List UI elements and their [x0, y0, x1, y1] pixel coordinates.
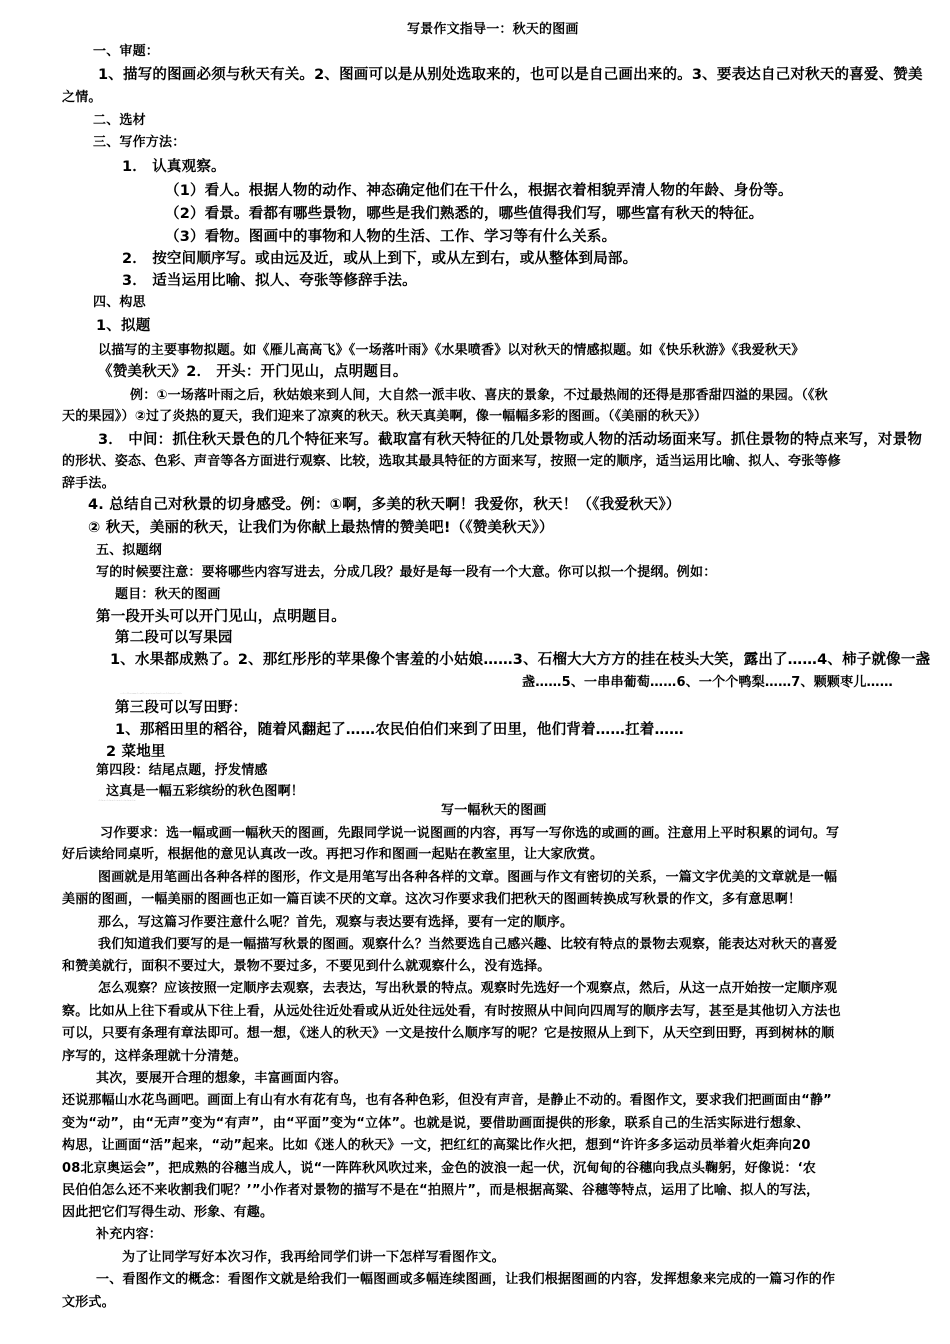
text-line: 1、水果都成熟了。2、那红彤彤的苹果像个害羞的小姑娘……3、石榴大大方方的挂在枝头大笑，露出了……4、柿子就像一盏: [110, 652, 931, 668]
heading-xiezuofangfa: 三、写作方法：: [93, 135, 186, 150]
text-line: 之情。: [62, 90, 102, 105]
text-line: 例：①一场落叶雨之后，秋姑娘来到人间，大自然一派丰收、喜庆的景象，不过最热闹的还得是那香甜四溢的果园。（《秋: [130, 388, 828, 403]
text-line: 1． 认真观察。: [122, 159, 226, 175]
text-line: 的形状、姿态、色彩、声音等各方面进行观察、比较，选取其最具特征的方面来写，按照一定的顺序，适当运用比喻、拟人、夸张等修: [62, 454, 841, 469]
text-line: 1、拟题: [96, 318, 151, 334]
text-line: 察。比如从上往下看或从下往上看，从远处往近处看或从近处往远处看，有时按照从中间向四周写的顺序去写，甚至是其他切入方法也: [62, 1004, 841, 1019]
text-line: 好后读给同桌听，根据他的意见认真改一改。再把习作和图画一起贴在教室里，让大家欣赏。: [62, 847, 604, 862]
text-line: 4. 总结自己对秋景的切身感受。例：①啊，多美的秋天啊！我爱你，秋天！（《我爱秋天》）: [88, 497, 681, 513]
text-line: 以描写的主要事物拟题。如《雁儿高高飞》《一场落叶雨》《水果喷香》以对秋天的情感拟题。如《快乐秋游》《我爱秋天》: [98, 343, 805, 358]
text-line: 图画就是用笔画出各种各样的图形，作文是用笔写出各种各样的文章。图画与作文有密切的关系，一篇文字优美的文章就是一幅: [98, 870, 838, 885]
text-line: 还说那幅山水花鸟画吧。画面上有山有水有花有鸟，也有各种色彩，但没有声音，是静止不动的。看图作文，要求我们把画面由“静”: [62, 1093, 832, 1108]
text-line: 第三段可以写田野：: [115, 700, 248, 716]
text-line: 写的时候要注意：要将哪些内容写进去，分成几段？最好是每一段有一个大意。你可以拟一个提纲。例如：: [96, 565, 717, 580]
text-line: 因此把它们写得生动、形象、有趣。: [62, 1205, 274, 1220]
text-line: 盏……5、一串串葡萄……6、一个个鸭梨……7、颗颗枣儿……: [522, 675, 893, 690]
text-line: 民伯伯怎么还不来收割我们呢？’”小作者对景物的描写不是在“拍照片”，而是根据高粱、谷穗等特点，运用了比喻、拟人的写法，: [62, 1183, 820, 1198]
scan-noise: ···:···::·-·----·:··--::··-·-··-·--·:--·:··-··:·:--·-·:··--:··: [120, 692, 183, 695]
text-line: 怎么观察？应该按照一定顺序去观察，去表达，写出秋景的特点。观察时先选好一个观察点，然后，从这一点开始按一定顺序观: [98, 981, 838, 996]
text-line: 文形式。: [62, 1295, 115, 1310]
text-line: 第一段开头可以开门见山，点明题目。: [96, 609, 346, 625]
text-line: 这真是一幅五彩缤纷的秋色图啊！: [106, 784, 305, 799]
heading-gousi: 四、构思: [93, 295, 146, 310]
document-title: 写景作文指导一：秋天的图画: [407, 22, 579, 37]
text-line: 变为“动”，由“无声”变为“有声”，由“平面”变为“立体”。也就是说，要借助画面提供的形象，联系自己的生活实际进行想象、: [62, 1116, 810, 1131]
text-line: （3）看物。图画中的事物和人物的生活、工作、学习等有什么关系。: [165, 229, 617, 245]
text-line: 1、那稻田里的稻谷，随着风翻起了……农民伯伯们来到了田里，他们背着……扛着……: [115, 722, 684, 738]
text-line: 和赞美就行，面积不要过大，景物不要过多，不要见到什么就观察什么，没有选择。: [62, 959, 551, 974]
text-line: ② 秋天，美丽的秋天，让我们为你献上最热情的赞美吧!（《赞美秋天》）: [88, 520, 554, 536]
text-line: 第二段可以写果园: [115, 630, 233, 646]
text-line: 构思，让画面“活”起来，“动”起来。比如《迷人的秋天》一文，把红红的高粱比作火把，想到“许许多多运动员举着火炬奔向20: [62, 1138, 811, 1153]
text-line: 补充内容：: [96, 1227, 163, 1242]
text-line: 辞手法。: [62, 476, 115, 491]
text-line: 序写的，这样条理就十分清楚。: [62, 1049, 247, 1064]
text-line: 第四段：结尾点题，抒发情感: [96, 763, 268, 778]
text-line: （2）看景。看都有哪些景物，哪些是我们熟悉的，哪些值得我们写，哪些富有秋天的特征。: [165, 206, 764, 222]
section-title: 写一幅秋天的图画: [441, 803, 547, 818]
text-line: （1）看人。根据人物的动作、神态确定他们在干什么，根据衣着相貌弄清人物的年龄、身份等。: [165, 183, 793, 199]
text-line: 3． 中间：抓住秋天景色的几个特征来写。截取富有秋天特征的几处景物或人物的活动场面来写。抓住景物的特点来写，对景物: [98, 432, 923, 448]
heading-nitigang: 五、拟题纲: [96, 543, 163, 558]
heading-xuancai: 二、选材: [93, 113, 146, 128]
heading-shenti: 一、审题：: [93, 44, 160, 59]
text-line: 《赞美秋天》2． 开头：开门见山，点明题目。: [98, 364, 408, 380]
text-line: 2 菜地里: [106, 744, 166, 760]
scan-noise: ·:·:-·-··:·:-·-·:··-·-·:··:-·:-·-·:·-·: [98, 799, 137, 802]
text-line: 1、描写的图画必须与秋天有关。2、图画可以是从别处选取来的，也可以是自己画出来的。3、要表达自己对秋天的喜爱、赞美: [98, 67, 923, 83]
text-line: 08北京奥运会”，把成熟的谷穗当成人，说“一阵阵秋风吹过来，金色的波浪一起一伏，沉甸甸的谷穗向我点头鞠躬，好像说：‘农: [62, 1161, 816, 1176]
text-line: 那么，写这篇习作要注意什么呢？首先，观察与表达要有选择，要有一定的顺序。: [98, 915, 574, 930]
text-line: 2． 按空间顺序写。或由远及近，或从上到下，或从左到右，或从整体到局部。: [122, 251, 638, 267]
text-line: 为了让同学写好本次习作，我再给同学们讲一下怎样写看图作文。: [122, 1250, 505, 1265]
text-line: 天的果园》）②过了炎热的夏天，我们迎来了凉爽的秋天。秋天真美啊，像一幅幅多彩的图画。（《美丽的秋天》）: [62, 409, 708, 424]
text-line: 我们知道我们要写的是一幅描写秋景的图画。观察什么？当然要选自己感兴趣、比较有特点的景物去观察，能表达对秋天的喜爱: [98, 937, 838, 952]
text-line: 题目：秋天的图画: [115, 587, 221, 602]
text-line: 一、看图作文的概念：看图作文就是给我们一幅图画或多幅连续图画，让我们根据图画的内容，发挥想象来完成的一篇习作的作: [96, 1272, 836, 1287]
text-line: 习作要求：选一幅或画一幅秋天的图画，先跟同学说一说图画的内容，再写一写你选的或画的画。注意用上平时积累的词句。写: [100, 826, 840, 841]
text-line: 美丽的图画，一幅美丽的图画也正如一篇百读不厌的文章。这次习作要求我们把秋天的图画转换成写秋景的作文，多有意思啊！: [62, 892, 802, 907]
text-line: 其次，要展开合理的想象，丰富画面内容。: [96, 1071, 347, 1086]
text-line: 3． 适当运用比喻、拟人、夸张等修辞手法。: [122, 273, 417, 289]
text-line: 可以，只要有条理有章法即可。想一想，《迷人的秋天》一文是按什么顺序写的呢？它是按照从上到下，从天空到田野，再到树林的顺: [62, 1026, 835, 1041]
